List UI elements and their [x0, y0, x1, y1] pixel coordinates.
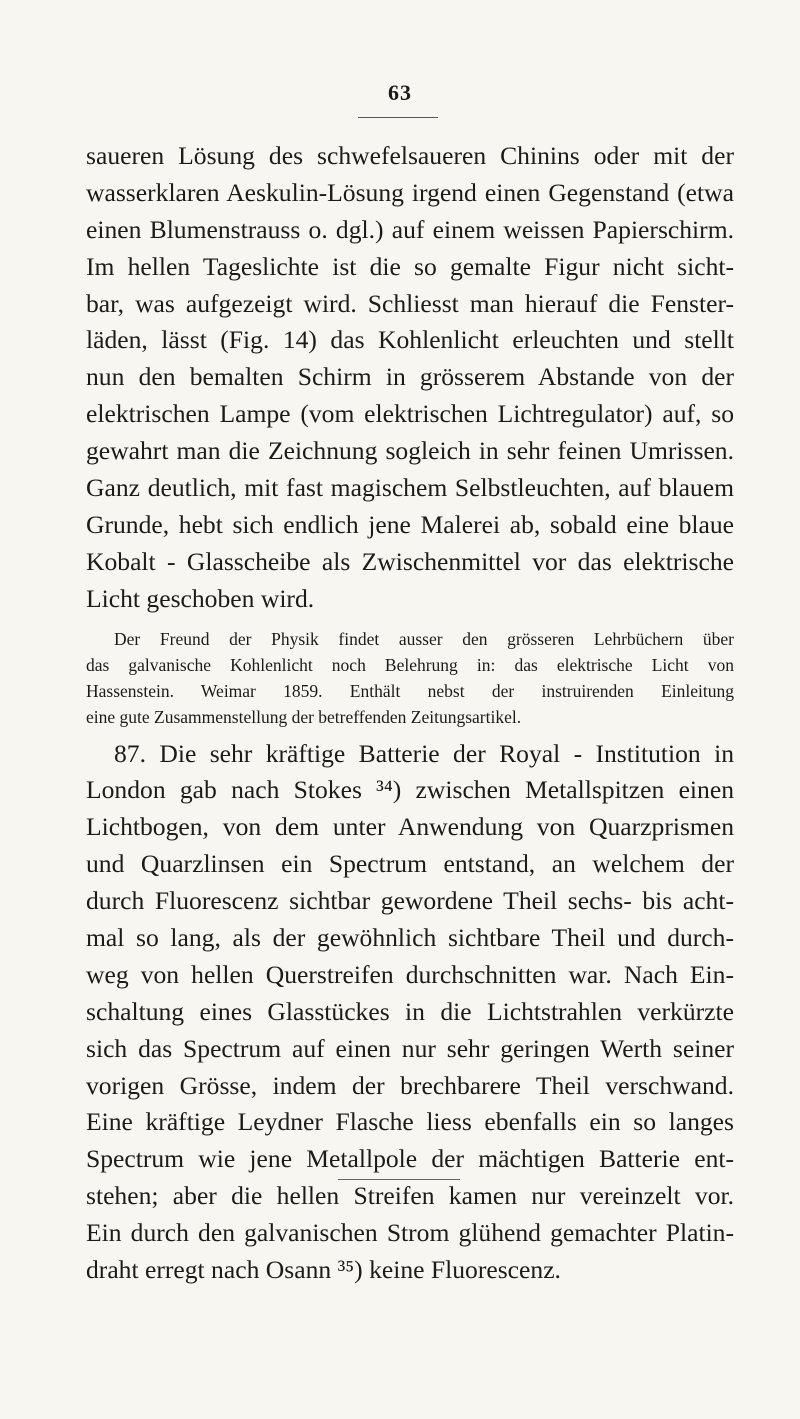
footer-rule [338, 1179, 460, 1180]
text-line: vorigen Grösse, indem der brechbarere Theil verschwand. [86, 1070, 734, 1100]
text-line: London gab nach Stokes ³⁴) zwischen Metallspitzen einen [86, 775, 734, 805]
text-line: Ein durch den galvanischen Strom glühend gemachter Platin- [86, 1218, 734, 1248]
text-line: Kobalt - Glasscheibe als Zwischenmittel vor das elektrische [86, 546, 734, 576]
text-line: Grunde, hebt sich endlich jene Malerei ab, sobald eine blaue [86, 509, 734, 539]
text-line: Spectrum wie jene Metallpole der mächtigen Batterie ent- [86, 1144, 734, 1174]
text-line: wasserklaren Aeskulin-Lösung irgend einen Gegenstand (etwa [86, 177, 734, 207]
text-line: Lichtbogen, von dem unter Anwendung von Quarzprismen [86, 812, 734, 842]
body-text [86, 138, 734, 1289]
text-line: einen Blumenstrauss o. dgl.) auf einem weissen Papierschirm. [86, 214, 734, 244]
text-line: saueren Lösung des schwefelsaueren Chinins oder mit der [86, 141, 734, 170]
text-line: und Quarzlinsen ein Spectrum entstand, an welchem der [86, 849, 734, 879]
paragraph-2 [86, 736, 734, 1289]
text-line: 87. Die sehr kräftige Batterie der Royal - Institution in [114, 738, 734, 768]
footnote-line: eine gute Zusammenstellung der betreffenden Zeitungsartikel. [86, 706, 522, 727]
text-line: schaltung eines Glasstückes in die Lichtstrahlen verkürzte [86, 996, 734, 1026]
text-line: durch Fluorescenz sichtbar gewordene Theil sechs- bis acht- [86, 886, 734, 916]
header-rule [358, 117, 438, 118]
text-line: gewahrt man die Zeichnung sogleich in sehr feinen Umrissen. [86, 436, 734, 466]
text-line: weg von hellen Querstreifen durchschnitten war. Nach Ein- [86, 959, 734, 989]
text-line: Im hellen Tageslichte ist die so gemalte Figur nicht sicht- [86, 251, 734, 281]
text-line: elektrischen Lampe (vom elektrischen Lichtregulator) auf, so [86, 399, 734, 429]
paragraph-1 [86, 138, 734, 618]
footnote-line: das galvanische Kohlenlicht noch Belehrung in: das elektrische Licht von [86, 654, 734, 675]
text-line: stehen; aber die hellen Streifen kamen nur vereinzelt vor. [86, 1181, 734, 1211]
text-line: draht erregt nach Osann ³⁵) keine Fluorescenz. [86, 1255, 561, 1285]
footnote-line: Hassenstein. Weimar 1859. Enthält nebst der instruirenden Einleitung [86, 680, 734, 701]
text-line: Ganz deutlich, mit fast magischem Selbstleuchten, auf blauem [86, 473, 734, 503]
text-line: bar, was aufgezeigt wird. Schliesst man hierauf die Fenster- [86, 288, 734, 318]
text-line: mal so lang, als der gewöhnlich sichtbare Theil und durch- [86, 923, 734, 953]
footnote-line: Der Freund der Physik findet ausser den grösseren Lehrbüchern über [114, 628, 734, 649]
text-line: läden, lässt (Fig. 14) das Kohlenlicht erleuchten und stellt [86, 325, 734, 355]
text-line: nun den bemalten Schirm in grösserem Abstande von der [86, 362, 734, 392]
text-line: Licht geschoben wird. [86, 583, 315, 613]
text-line: sich das Spectrum auf einen nur sehr geringen Werth seiner [86, 1033, 734, 1063]
text-line: Eine kräftige Leydner Flasche liess ebenfalls ein so langes [86, 1107, 734, 1137]
footnote [86, 626, 734, 730]
page-number: 63 [388, 80, 412, 105]
